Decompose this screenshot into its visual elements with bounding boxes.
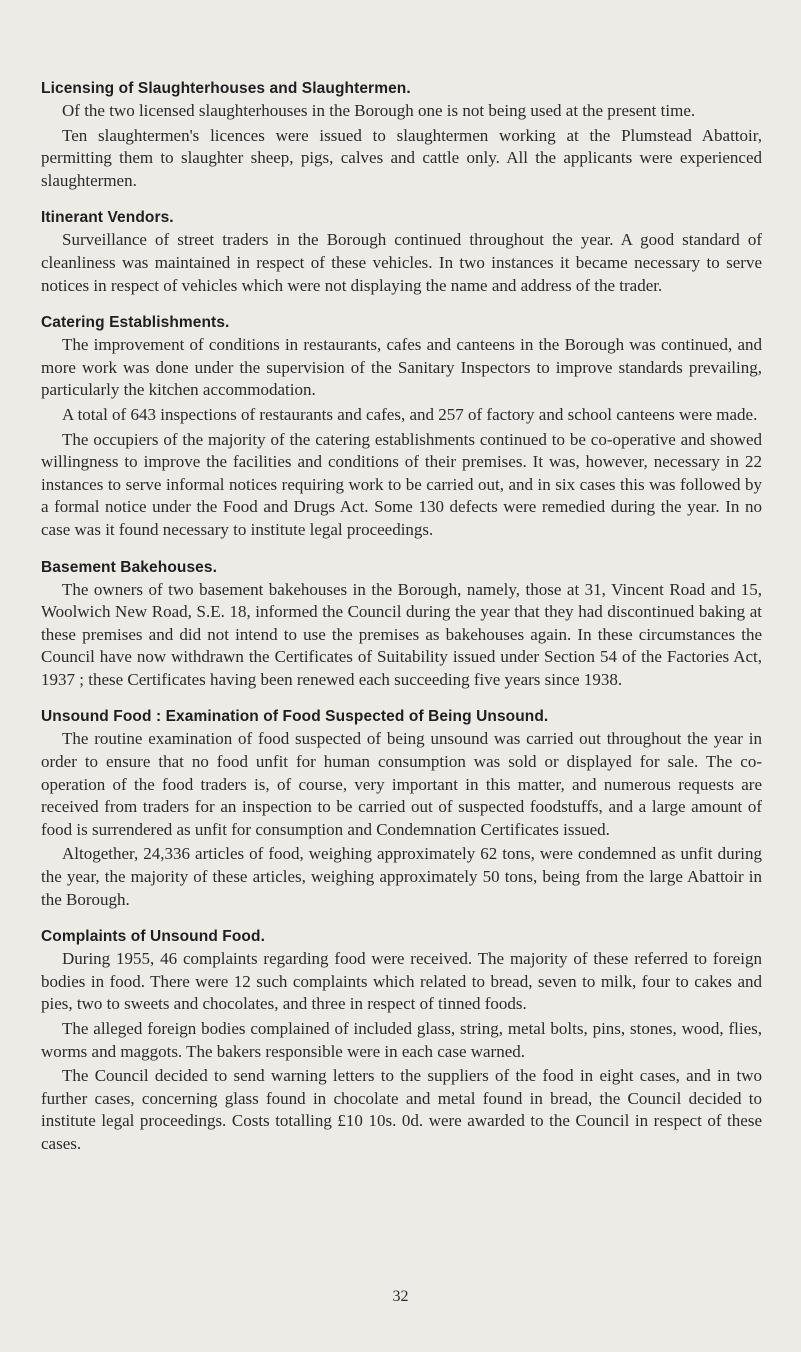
paragraph: The owners of two basement bakehouses in the Borough, namely, those at 31, Vincent Road and 15, Woolwich New Road, S.E. 18, informed the Council during the year that they had discontinued baking at these premises and did not intend to use the premises as bakehouses again. In these circumstances the Council have now withdrawn the Certificates of Suitability issued under Section 54 of the Factories Act, 1937 ; these Certificates having been renewed each succeeding five years since 1938. <box>41 579 762 689</box>
section-basement-bakehouses <box>41 557 762 692</box>
section-heading: Basement Bakehouses. <box>41 558 218 576</box>
paragraph: The improvement of conditions in restaurants, cafes and canteens in the Borough was continued, and more work was done under the supervision of the Sanitary Inspectors to improve standards prevailing, particularly the kitchen accommodation. <box>41 335 762 400</box>
section-itinerant-vendors <box>41 207 762 297</box>
paragraph: The occupiers of the majority of the catering establishments continued to be co-operative and showed willingness to improve the facilities and conditions of their premises. It was, however, necessary in 22 instances to serve informal notices requiring work to be carried out, and in six cases this was followed by a formal notice under the Food and Drugs Act. Some 130 defects were remedied during the year. In no case was it found necessary to institute legal proceedings. <box>41 429 762 539</box>
paragraph: A total of 643 inspections of restaurants and cafes, and 257 of factory and school canteens were made. <box>62 404 758 424</box>
section-heading: Complaints of Unsound Food. <box>41 928 265 946</box>
section-heading: Itinerant Vendors. <box>41 209 174 227</box>
section-heading: Unsound Food : Examination of Food Suspected of Being Unsound. <box>41 708 549 726</box>
document-page <box>41 78 762 1171</box>
paragraph: The routine examination of food suspected of being unsound was carried out throughout the year in order to ensure that no food unfit for human consumption was sold or displayed for sale. The co-operation of the food traders is, of course, very important in this matter, and numerous requests are received from traders for an inspection to be carried out of suspected foodstuffs, and a large amount of food is surrendered as unfit for consumption and Condemnation Certificates issued. <box>41 729 762 839</box>
section-licensing <box>41 78 762 192</box>
paragraph: Of the two licensed slaughterhouses in the Borough one is not being used at the present time. <box>62 101 696 120</box>
paragraph: Altogether, 24,336 articles of food, weighing approximately 62 tons, were condemned as unfit during the year, the majority of these articles, weighing approximately 50 tons, being from the large Abattoir in the Borough. <box>41 844 762 909</box>
paragraph: The Council decided to send warning letters to the suppliers of the food in eight cases, and in two further cases, concerning glass found in chocolate and metal found in bread, the Council decided to institute legal proceedings. Costs totalling £10 10s. 0d. were awarded to the Council in respect of these cases. <box>41 1066 762 1153</box>
paragraph: Ten slaughtermen's licences were issued to slaughtermen working at the Plumstead Abattoir, permitting them to slaughter sheep, pigs, calves and cattle only. All the applicants were experienced slaughtermen. <box>41 125 762 190</box>
section-heading: Catering Establishments. <box>41 314 230 332</box>
section-complaints-unsound-food <box>41 926 762 1155</box>
paragraph: Surveillance of street traders in the Borough continued throughout the year. A good standard of cleanliness was maintained in respect of these vehicles. In two instances it became necessary to serve notices in respect of vehicles which were not displaying the name and address of the trader. <box>41 230 762 295</box>
section-unsound-food <box>41 706 762 911</box>
paragraph: The alleged foreign bodies complained of included glass, string, metal bolts, pins, stones, wood, flies, worms and maggots. The bakers responsible were in each case warned. <box>41 1019 762 1061</box>
page-number: 32 <box>392 1288 409 1305</box>
section-heading: Licensing of Slaughterhouses and Slaughtermen. <box>41 80 411 97</box>
paragraph: During 1955, 46 complaints regarding food were received. The majority of these referred to foreign bodies in food. There were 12 such complaints which related to bread, seven to milk, four to cakes and pies, two to sweets and chocolates, and three in respect of tinned foods. <box>41 949 762 1014</box>
section-catering-establishments <box>41 312 762 541</box>
